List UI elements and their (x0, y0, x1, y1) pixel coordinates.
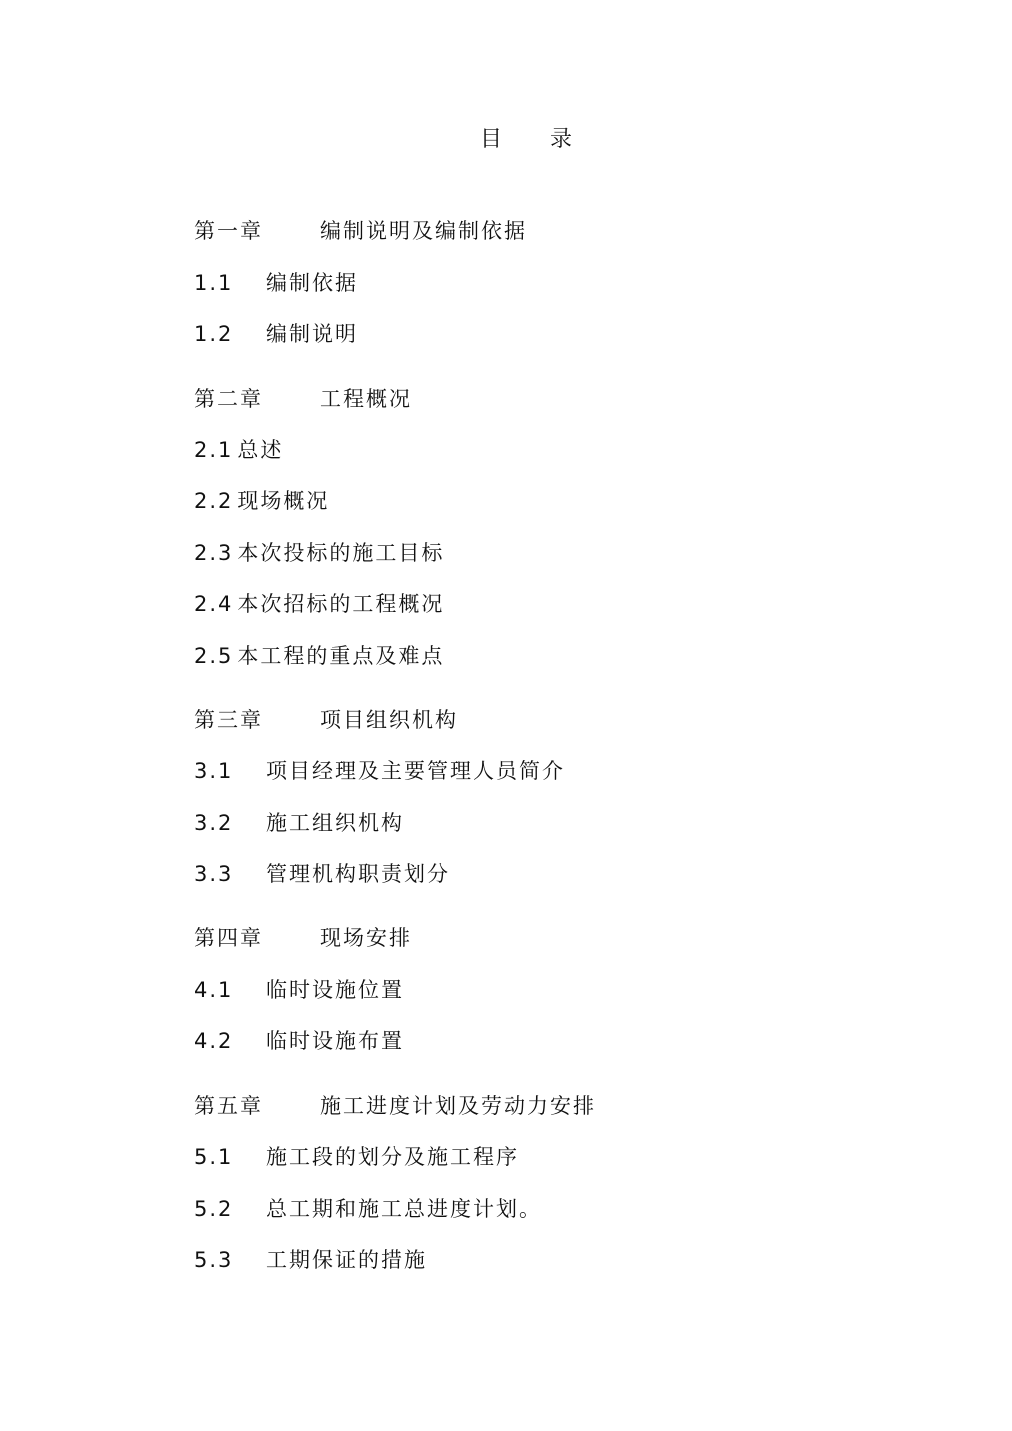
toc-entry-text: 编制说明 (266, 322, 358, 346)
toc-entry-5-3[interactable] (194, 1245, 427, 1275)
toc-entry-number: 2.1 (194, 438, 234, 462)
toc-entry-text: 项目经理及主要管理人员简介 (266, 759, 565, 783)
toc-entry-number: 3.1 (194, 759, 234, 783)
toc-entry-number: 4.2 (194, 1029, 234, 1053)
toc-entry-text: 管理机构职责划分 (266, 862, 450, 886)
toc-entry-chapter-2[interactable] (194, 384, 412, 414)
toc-entry-3-1[interactable] (194, 756, 565, 786)
toc-entry-text: 现场安排 (320, 926, 412, 950)
toc-entry-chapter-1[interactable] (194, 216, 527, 246)
toc-entry-number: 1.2 (194, 322, 234, 346)
toc-entry-text: 临时设施位置 (266, 978, 404, 1002)
toc-entry-text: 项目组织机构 (320, 708, 458, 732)
toc-entry-3-2[interactable] (194, 808, 404, 838)
toc-entry-text: 工期保证的措施 (266, 1248, 427, 1272)
toc-entry-1-2[interactable] (194, 319, 358, 349)
title-char-2: 录 (550, 127, 573, 152)
toc-entry-number: 2.3 (194, 541, 234, 565)
toc-entry-number: 第四章 (194, 926, 263, 950)
toc-entry-text: 临时设施布置 (266, 1029, 404, 1053)
toc-entry-number: 5.3 (194, 1248, 234, 1272)
toc-entry-number: 第一章 (194, 219, 263, 243)
toc-entry-text: 总述 (237, 438, 284, 462)
title-char-1: 目 (480, 127, 503, 152)
toc-entry-chapter-4[interactable] (194, 923, 412, 953)
toc-entry-1-1[interactable] (194, 268, 358, 298)
toc-entry-number: 2.2 (194, 489, 234, 513)
toc-entry-text: 施工进度计划及劳动力安排 (320, 1094, 596, 1118)
toc-entry-number: 第二章 (194, 387, 263, 411)
toc-entry-text: 本工程的重点及难点 (237, 644, 445, 668)
toc-entry-text: 编制说明及编制依据 (320, 219, 527, 243)
toc-entry-number: 5.2 (194, 1197, 234, 1221)
toc-entry-2-2[interactable] (194, 486, 329, 516)
toc-entry-5-1[interactable] (194, 1142, 519, 1172)
toc-entry-number: 3.3 (194, 862, 234, 886)
toc-entry-number: 2.4 (194, 592, 234, 616)
toc-entry-number: 4.1 (194, 978, 234, 1002)
toc-entry-text: 本次投标的施工目标 (237, 541, 445, 565)
toc-entry-3-3[interactable] (194, 859, 450, 889)
toc-entry-2-3[interactable] (194, 538, 444, 568)
toc-entry-number: 第五章 (194, 1094, 263, 1118)
toc-entry-text: 施工段的划分及施工程序 (266, 1145, 519, 1169)
toc-entry-text: 现场概况 (237, 489, 330, 513)
toc-entry-text: 施工组织机构 (266, 811, 404, 835)
toc-entry-number: 3.2 (194, 811, 234, 835)
toc-entry-5-2[interactable] (194, 1194, 542, 1224)
toc-entry-number: 5.1 (194, 1145, 234, 1169)
toc-entry-text: 编制依据 (266, 271, 358, 295)
toc-entry-chapter-5[interactable] (194, 1091, 596, 1121)
toc-entry-2-1[interactable] (194, 435, 283, 465)
toc-entry-4-1[interactable] (194, 975, 404, 1005)
toc-entry-text: 总工期和施工总进度计划。 (266, 1197, 542, 1221)
toc-entry-text: 工程概况 (320, 387, 412, 411)
toc-entry-2-4[interactable] (194, 589, 444, 619)
toc-entry-text: 本次招标的工程概况 (237, 592, 445, 616)
toc-entry-number: 2.5 (194, 644, 234, 668)
toc-entry-number: 1.1 (194, 271, 234, 295)
toc-entry-number: 第三章 (194, 708, 263, 732)
toc-entry-chapter-3[interactable] (194, 705, 458, 735)
toc-entry-4-2[interactable] (194, 1026, 404, 1056)
toc-entry-2-5[interactable] (194, 641, 444, 671)
